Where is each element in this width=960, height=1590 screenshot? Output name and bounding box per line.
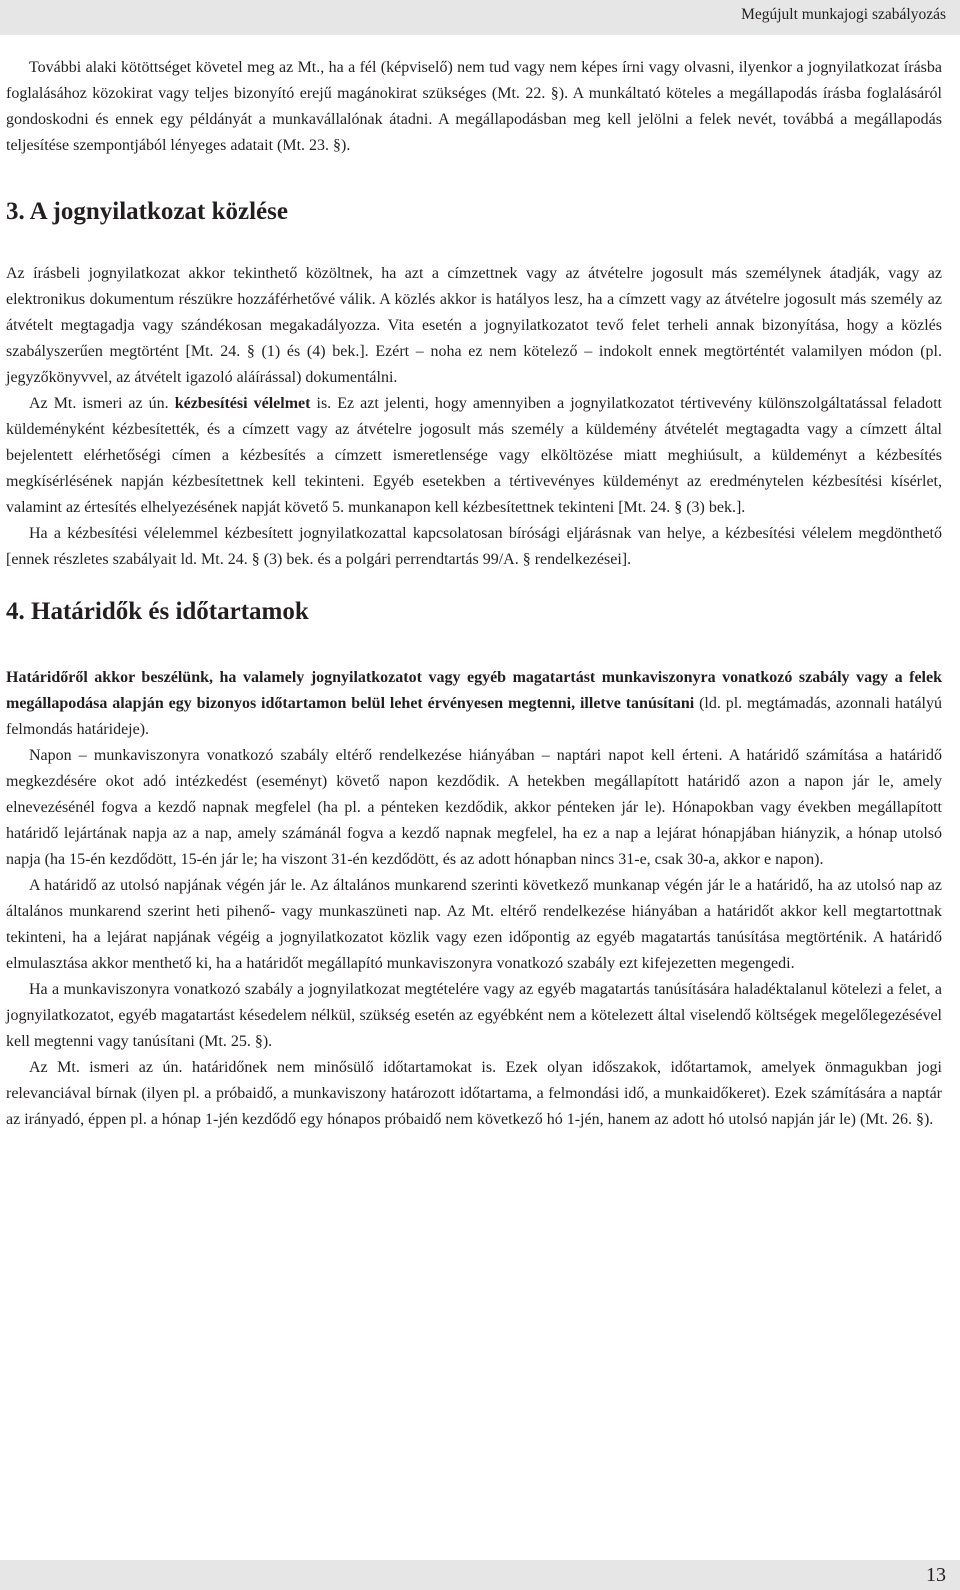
section-4-paragraph-5: Az Mt. ismeri az ún. határidőnek nem minősülő időtartamokat is. Ezek olyan időszakok, időtartamok, amelyek önmagukban jogi relevanciával bírnak (ilyen pl. a próbaidő, a munkaviszony határozott időtartama, a felmondási idő, a munkaidőkeret). Ezek számítására a naptár az irányadó, éppen pl. a hónap 1-jén kezdődő egy hónapos próbaidő nem következő hó 1-jén, hanem az adott hó utolsó napján jár le) (Mt. 26. §).	[6, 1059, 942, 1128]
section-4-paragraph-2: Napon – munkaviszonyra vonatkozó szabály eltérő rendelkezése hiányában – naptári napot kell érteni. A határidő számítása a határidő megkezdésére okot adó intézkedést (eseményt) követő napon kezdődik. A hetekben megállapított határidő azon a napon jár le, amely elnevezésénél fogva a kezdő napnak megfelel (ha pl. a pénteken kezdődik, akkor pénteken jár le). Hónapokban vagy években megállapított határidő lejártának napja az a nap, amely számánál fogva a kezdő napnak megfelel, ha ez a nap a lejárat hónapjában hiányzik, a hónap utolsó napja (ha 15-én kezdődött, 15-én jár le; ha viszont 31-én kezdődött, és az adott hónapban nincs 31-e, csak 30-a, akkor e napon).	[6, 747, 942, 868]
section-4-heading: 4. Határidők és időtartamok	[6, 598, 309, 625]
section-3-paragraph-1: Az írásbeli jognyilatkozat akkor tekinthető közöltnek, ha azt a címzettnek vagy az átvételre jogosult más személynek átadják, vagy az elektronikus dokumentum részükre hozzáférhetővé válik. A közlés akkor is hatályos lesz, ha a címzett vagy az átvételre jogosult más személy az átvételt megtagadja vagy szándékosan megakadályozza. Vita esetén a jognyilatkozatot tevő felet terheli annak bizonyítása, hogy a közlés szabályszerűen megtörtént [Mt. 24. § (1) és (4) bek.]. Ezért – noha ez nem kötelező – indokolt ennek megtörténtét valamilyen módon (pl. jegyzőkönyvvel, az átvételt igazoló aláírással) dokumentálni.	[6, 265, 942, 386]
deadline-definition: Határidőről akkor beszélünk, ha valamely jognyilatkozatot vagy egyéb magatartást munkaviszonyra vonatkozó szabály vagy a felek megállapodása alapján egy bizonyos időtartamon belül lehet érvényesen megtenni, illetve tanúsítani	[6, 669, 942, 712]
section-4-paragraph-1	[6, 665, 942, 743]
paragraph-text: Az Mt. ismeri az ún.	[29, 395, 175, 412]
intro-paragraph: További alaki kötöttséget követel meg az Mt., ha a fél (képviselő) nem tud vagy nem képes írni vagy olvasni, ilyenkor a jognyilatkozat írásba foglalásához közokirat vagy teljes bizonyító erejű magánokirat szükséges (Mt. 22. §). A munkáltató köteles a megállapodás írásba foglalásáról gondoskodni és ennek egy példányát a munkavállalónak átadni. A megállapodásban meg kell jelölni a felek nevét, továbbá a megállapodás teljesítése szempontjából lényeges adatait (Mt. 23. §).	[6, 59, 942, 154]
term-delivery-presumption: kézbesítési vélelmet	[174, 395, 311, 412]
running-header-title: Megújult munkajogi szabályozás	[741, 6, 946, 23]
paragraph-text: is. Ez azt jelenti, hogy amennyiben a jognyilatkozatot tértivevény különszolgáltatással feladott küldeményként kézbesítették, és a címzett vagy az átvételre jogosult más személy a küldemény átvételét megtagadta vagy a címzett által bejelentett elérhetőségi címen a kézbesítés a címzett ismeretlensége vagy elköltözése miatt meghiúsult, a küldeményt a kézbesítés megkísérlésének napján kézbesítettnek kell tekinteni. Egyéb esetekben a tértivevényes küldeményt az eredménytelen kézbesítési kísérlet, valamint az értesítés elhelyezésének napját követő 5. munkanapon kell kézbesítettnek tekinteni [Mt. 24. § (3) bek.].	[6, 395, 942, 516]
section-4-paragraph-3: A határidő az utolsó napjának végén jár le. Az általános munkarend szerinti következő munkanap végén jár le a határidő, ha az utolsó nap az általános munkarend szerint heti pihenő- vagy munkaszüneti nap. Az Mt. eltérő rendelkezése hiányában a határidőt akkor kell megtartottnak tekinteni, ha a lejárat napjának végéig a jognyilatkozatot közlik vagy ezen időpontig az egyéb magatartás tanúsítása megtörténik. A határidő elmulasztása akkor menthető ki, ha a határidőt megállapító munkaviszonyra vonatkozó szabály ezt kifejezetten megengedi.	[6, 877, 942, 972]
page-number: 13	[926, 1564, 946, 1586]
section-3-paragraph-2	[6, 391, 942, 521]
section-4-paragraph-4: Ha a munkaviszonyra vonatkozó szabály a jognyilatkozat megtételére vagy az egyéb magatartás tanúsítására haladéktalanul kötelezi a felet, a jognyilatkozatot, egyéb magatartást késedelem nélkül, szükség esetén az egyébként nem a kötelezett által viselendő költségek megelőlegezésével kell megtenni vagy tanúsítani (Mt. 25. §).	[6, 981, 942, 1050]
page-body	[6, 55, 942, 1133]
paragraph-text: (ld. pl. megtámadás, azonnali hatályú felmondás határideje).	[6, 695, 943, 738]
footer-bar	[0, 1560, 960, 1590]
section-3-heading: 3. A jognyilatkozat közlése	[6, 198, 288, 225]
section-3-paragraph-3: Ha a kézbesítési vélelemmel kézbesített jognyilatkozattal kapcsolatosan bírósági eljárásnak van helye, a kézbesítési vélelem megdönthető [ennek részletes szabályait ld. Mt. 24. § (3) bek. és a polgári perrendtartás 99/A. § rendelkezései].	[6, 525, 942, 568]
running-header	[0, 0, 960, 35]
